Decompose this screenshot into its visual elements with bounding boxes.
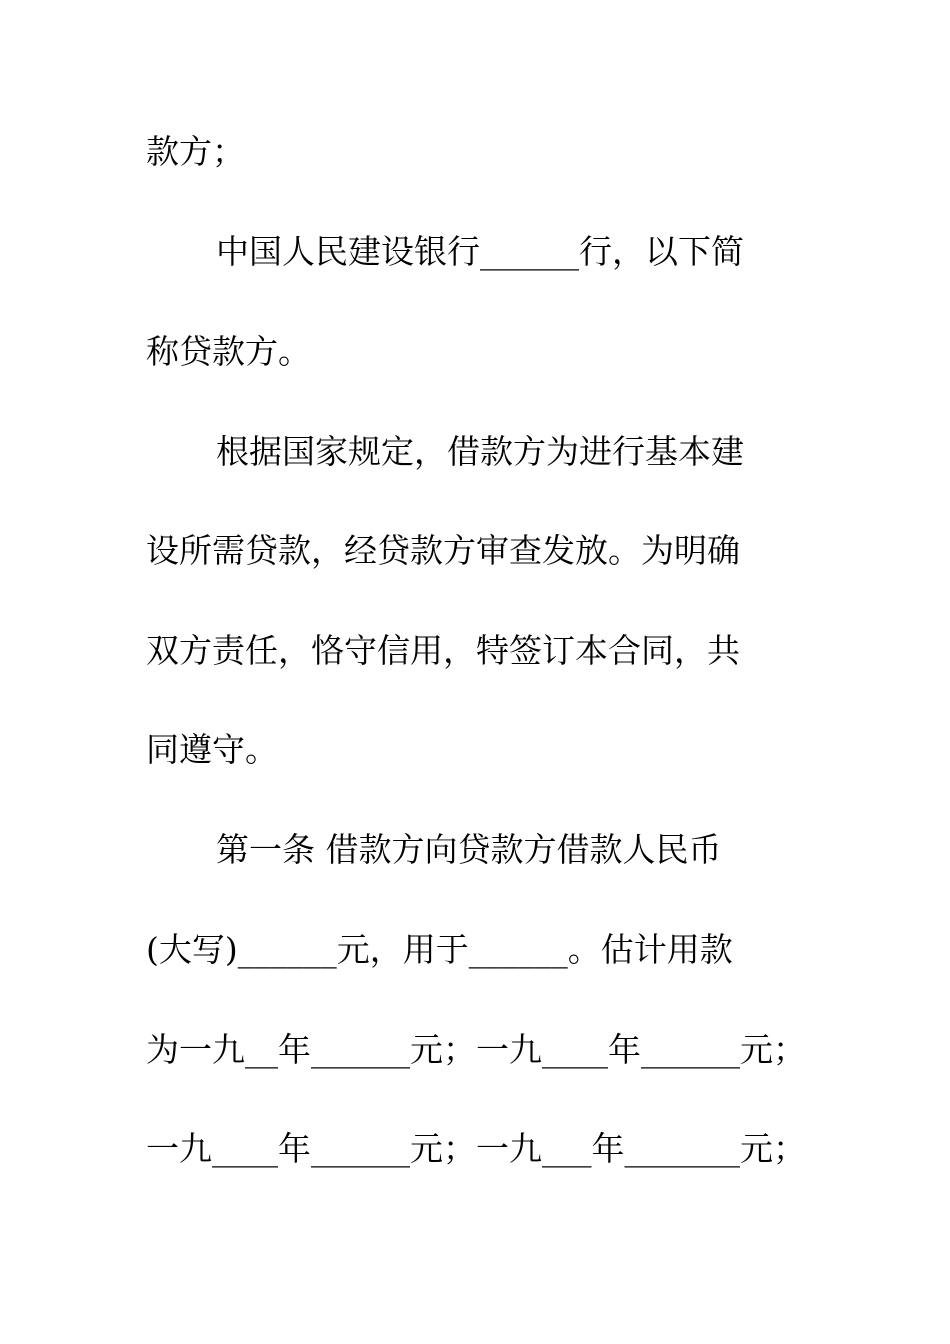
text-line-6: 双方责任，恪守信用，特签订本合同，共 (146, 631, 740, 670)
text-line-9: (大写)______元，用于______。估计用款 (146, 930, 733, 969)
text-line-1: 款方； (146, 132, 245, 171)
text-line-4: 根据国家规定，借款方为进行基本建 (216, 432, 744, 471)
text-line-5: 设所需贷款，经贷款方审查发放。为明确 (146, 531, 740, 570)
text-line-10: 为一九__年______元；一九____年______元； (146, 1030, 806, 1069)
text-line-2: 中国人民建设银行______行，以下简 (216, 232, 744, 271)
text-line-3: 称贷款方。 (146, 332, 311, 371)
text-line-11: 一九____年______元；一九___年_______元； (146, 1129, 806, 1168)
text-line-8: 第一条 借款方向贷款方借款人民币 (216, 830, 722, 869)
text-line-7: 同遵守。 (146, 730, 278, 769)
